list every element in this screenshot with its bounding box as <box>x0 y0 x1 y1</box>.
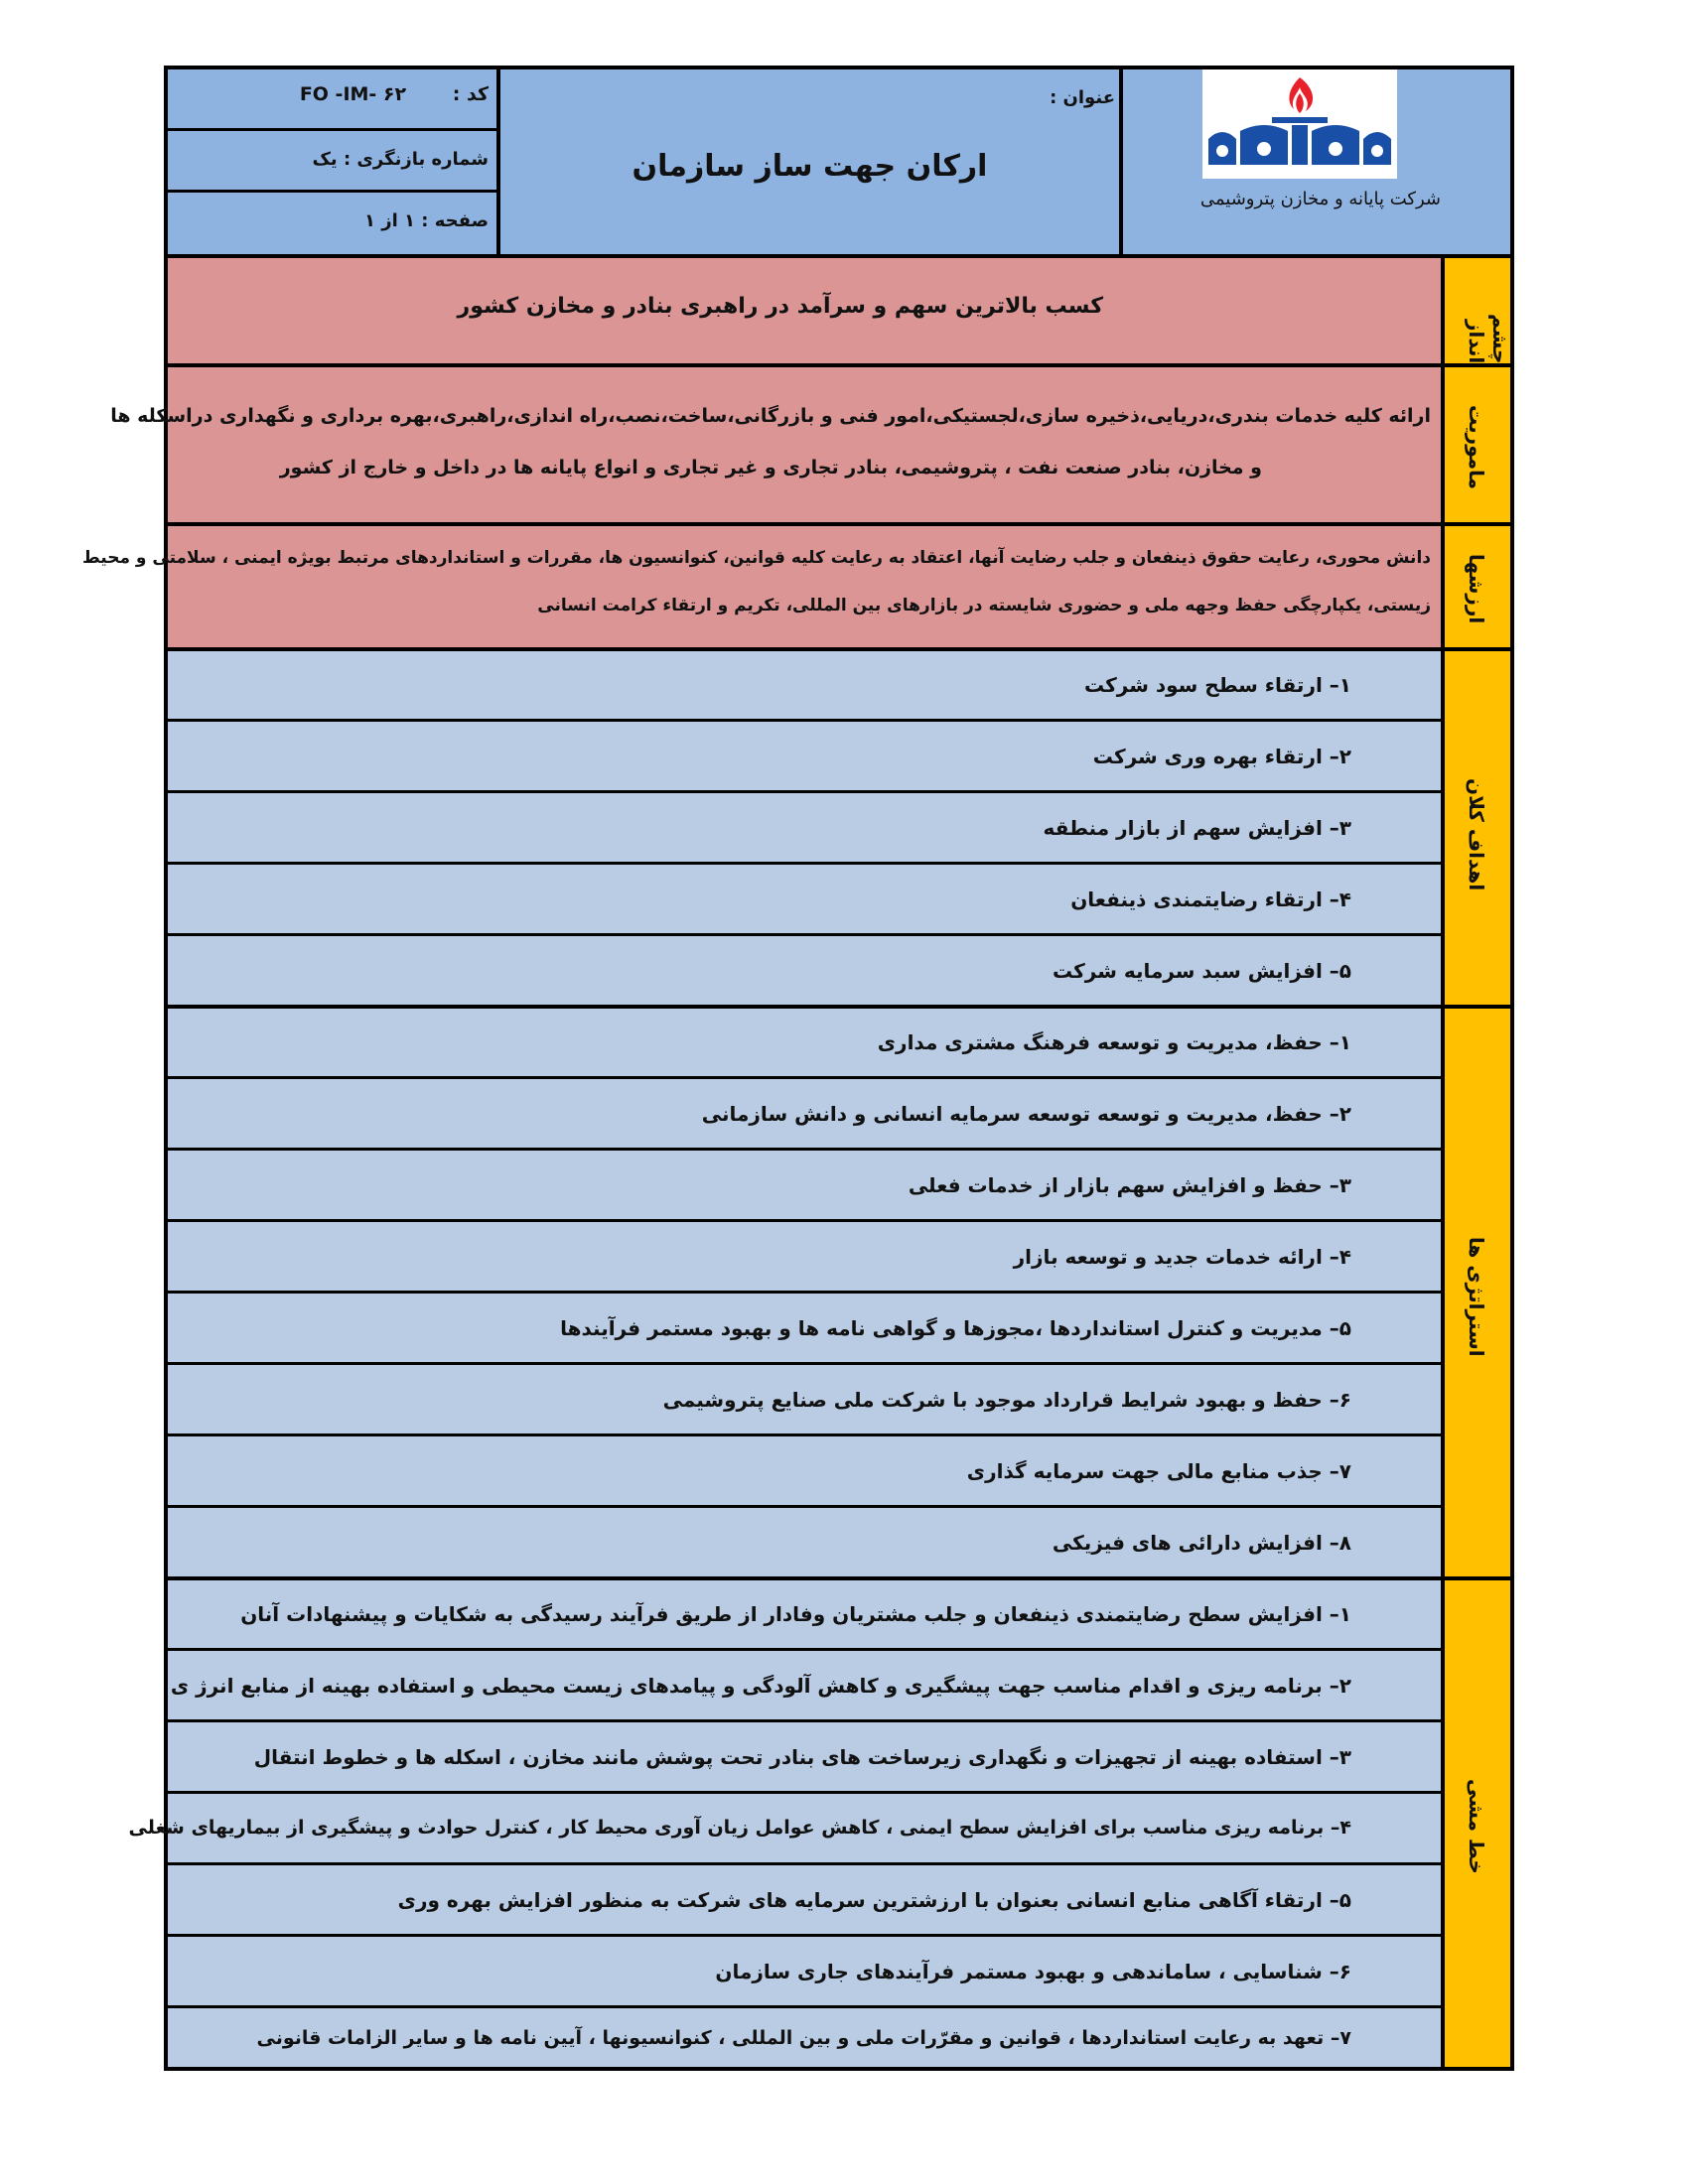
form-page <box>82 66 1514 2071</box>
goal-item-1: ۱– ارتقاء سطح سود شرکت <box>1083 673 1351 697</box>
values-line-1: دانش محوری، رعایت حقوق ذینفعان و جلب رضایت آنها، اعتقاد به رعایت کلیه قوانین، کنوانسیون ها، مقررات و استانداردهای مرتبط بویژه ایمنی ، سلامتی و محیط <box>82 548 1431 568</box>
revision-cell: شماره بازنگری : یک <box>168 131 496 193</box>
strategy-divider <box>168 1362 1445 1365</box>
policies-label-cell <box>1445 1580 1510 2067</box>
strategies-label-cell <box>1445 1009 1510 1576</box>
strategies-section <box>168 1009 1510 1580</box>
vision-label: چشم انداز <box>1465 313 1512 363</box>
policy-divider <box>168 1862 1445 1865</box>
policy-divider <box>168 1719 1445 1722</box>
vision-label-cell <box>1445 258 1510 363</box>
logo-column <box>1123 69 1510 254</box>
policy-item-1: ۱– افزایش سطح رضایتمندی ذینفعان و جلب مشتریان وفادار از طریق فرآیند رسیدگی به شکایات و پیشنهادات آنان <box>240 1602 1351 1626</box>
title-label: عنوان : <box>1050 87 1115 108</box>
policy-item-3: ۳– استفاده بهینه از تجهیزات و نگهداری زیرساخت های بنادر تحت پوشش مانند مخازن ، اسکله ها و خطوط انتقال <box>253 1745 1351 1769</box>
strategy-divider <box>168 1291 1445 1294</box>
goals-section <box>168 651 1510 1009</box>
header <box>168 69 1510 258</box>
goal-divider <box>168 862 1445 865</box>
strategy-divider <box>168 1433 1445 1436</box>
mission-content <box>110 367 1445 522</box>
mission-label-cell <box>1445 367 1510 522</box>
policy-divider <box>168 1791 1445 1794</box>
company-logo <box>1202 69 1397 179</box>
goals-label-cell <box>1445 651 1510 1005</box>
goal-item-5: ۵– افزایش سبد سرمایه شرکت <box>1052 959 1351 983</box>
strategy-item-2: ۲– حفظ، مدیریت و توسعه توسعه سرمایه انسانی و دانش سازمانی <box>701 1102 1351 1126</box>
strategies-content <box>168 1009 1445 1576</box>
vision-text: کسب بالاترین سهم و سرآمد در راهبری بنادر و مخازن کشور <box>457 294 1103 319</box>
strategy-divider <box>168 1076 1445 1079</box>
policy-divider <box>168 1934 1445 1937</box>
code-value: FO -IM- ۶۲ <box>299 83 407 105</box>
goal-item-4: ۴– ارتقاء رضایتمندی ذینفعان <box>1070 887 1351 911</box>
values-line-2: زیستی، یکپارچگی حفظ وجهه ملی و حضوری شایسته در بازارهای بین المللی، تکریم و ارتقاء کرامت انسانی <box>537 596 1431 615</box>
strategy-item-4: ۴– ارائه خدمات جدید و توسعه بازار <box>1013 1245 1351 1269</box>
values-label: ارزشها <box>1465 554 1488 624</box>
goal-divider <box>168 790 1445 793</box>
strategies-label: استراتژی ها <box>1465 1237 1488 1357</box>
policies-section <box>128 1580 1510 2067</box>
vision-content <box>168 258 1445 363</box>
values-section <box>82 526 1510 651</box>
policies-label: خط مشی <box>1465 1779 1488 1874</box>
code-label: کد : <box>452 83 489 105</box>
goals-content <box>168 651 1445 1005</box>
mission-section <box>110 367 1510 526</box>
goal-item-2: ۲– ارتقاء بهره وری شرکت <box>1092 745 1351 768</box>
strategy-divider <box>168 1505 1445 1508</box>
strategy-item-6: ۶– حفظ و بهبود شرایط قرارداد موجود با شرکت ملی صنایع پتروشیمی <box>662 1388 1351 1412</box>
strategy-divider <box>168 1148 1445 1151</box>
mission-line-1: ارائه کلیه خدمات بندری،دریایی،ذخیره سازی،لجستیکی،امور فنی و بازرگانی،ساخت،نصب،راه اندازی،راهبری،بهره برداری و نگهداری دراسکله ها <box>110 405 1431 427</box>
policy-item-2: ۲– برنامه ریزی و اقدام مناسب جهت پیشگیری و کاهش آلودگی و پیامدهای زیست محیطی و استفاده بهینه از منابع انرژ ی <box>170 1674 1351 1698</box>
policy-item-7: ۷– تعهد به رعایت استانداردها ، قوانین و مقرّرات ملی و بین المللی ، کنوانسیونها ، آیین نامه ها و سایر الزامات قانونی <box>256 2027 1351 2049</box>
policies-content <box>128 1580 1445 2067</box>
company-name: شرکت پایانه و مخازن پتروشیمی <box>1199 189 1441 209</box>
strategy-item-3: ۳– حفظ و افزایش سهم بازار از خدمات فعلی <box>908 1173 1351 1197</box>
strategy-item-5: ۵– مدیریت و کنترل استانداردها ،مجوزها و گواهی نامه ها و بهبود مستمر فرآیندها <box>560 1316 1351 1340</box>
flame-logo-icon <box>1202 69 1397 179</box>
vision-section <box>168 258 1510 367</box>
mission-line-2: و مخازن، بنادر صنعت نفت ، پتروشیمی، بنادر تجاری و غیر تجاری و انواع پایانه ها در داخل و خارج از کشور <box>279 457 1262 478</box>
page-title: ارکان جهت ساز سازمان <box>632 149 988 184</box>
policy-divider <box>168 2005 1445 2008</box>
strategy-item-8: ۸– افزایش دارائی های فیزیکی <box>1052 1531 1351 1555</box>
header-info-column <box>168 69 500 254</box>
code-cell <box>168 69 496 131</box>
goals-label: اهداف کلان <box>1465 778 1488 891</box>
title-column <box>500 69 1123 254</box>
policy-item-5: ۵– ارتقاء آگاهی منابع انسانی بعنوان با ارزشترین سرمایه های شرکت به منظور افزایش بهره وری <box>397 1888 1351 1912</box>
goal-divider <box>168 719 1445 722</box>
values-label-cell <box>1445 526 1510 647</box>
goal-item-3: ۳– افزایش سهم از بازار منطقه <box>1043 816 1351 840</box>
mission-label: ماموریت <box>1465 405 1488 490</box>
policy-divider <box>168 1648 1445 1651</box>
strategy-item-7: ۷– جذب منابع مالی جهت سرمایه گذاری <box>966 1459 1351 1483</box>
strategy-item-1: ۱– حفظ، مدیریت و توسعه فرهنگ مشتری مداری <box>877 1030 1351 1054</box>
policy-item-4: ۴– برنامه ریزی مناسب برای افزایش سطح ایمنی ، کاهش عوامل زیان آوری محیط کار ، کنترل حوادث و پیشگیری از بیماریهای شغلی <box>128 1817 1351 1839</box>
goal-divider <box>168 933 1445 936</box>
page-number-cell: صفحه : ۱ از ۱ <box>363 210 489 231</box>
strategy-divider <box>168 1219 1445 1222</box>
values-content <box>82 526 1445 647</box>
policy-item-6: ۶– شناسایی ، ساماندهی و بهبود مستمر فرآیندهای جاری سازمان <box>715 1960 1351 1983</box>
